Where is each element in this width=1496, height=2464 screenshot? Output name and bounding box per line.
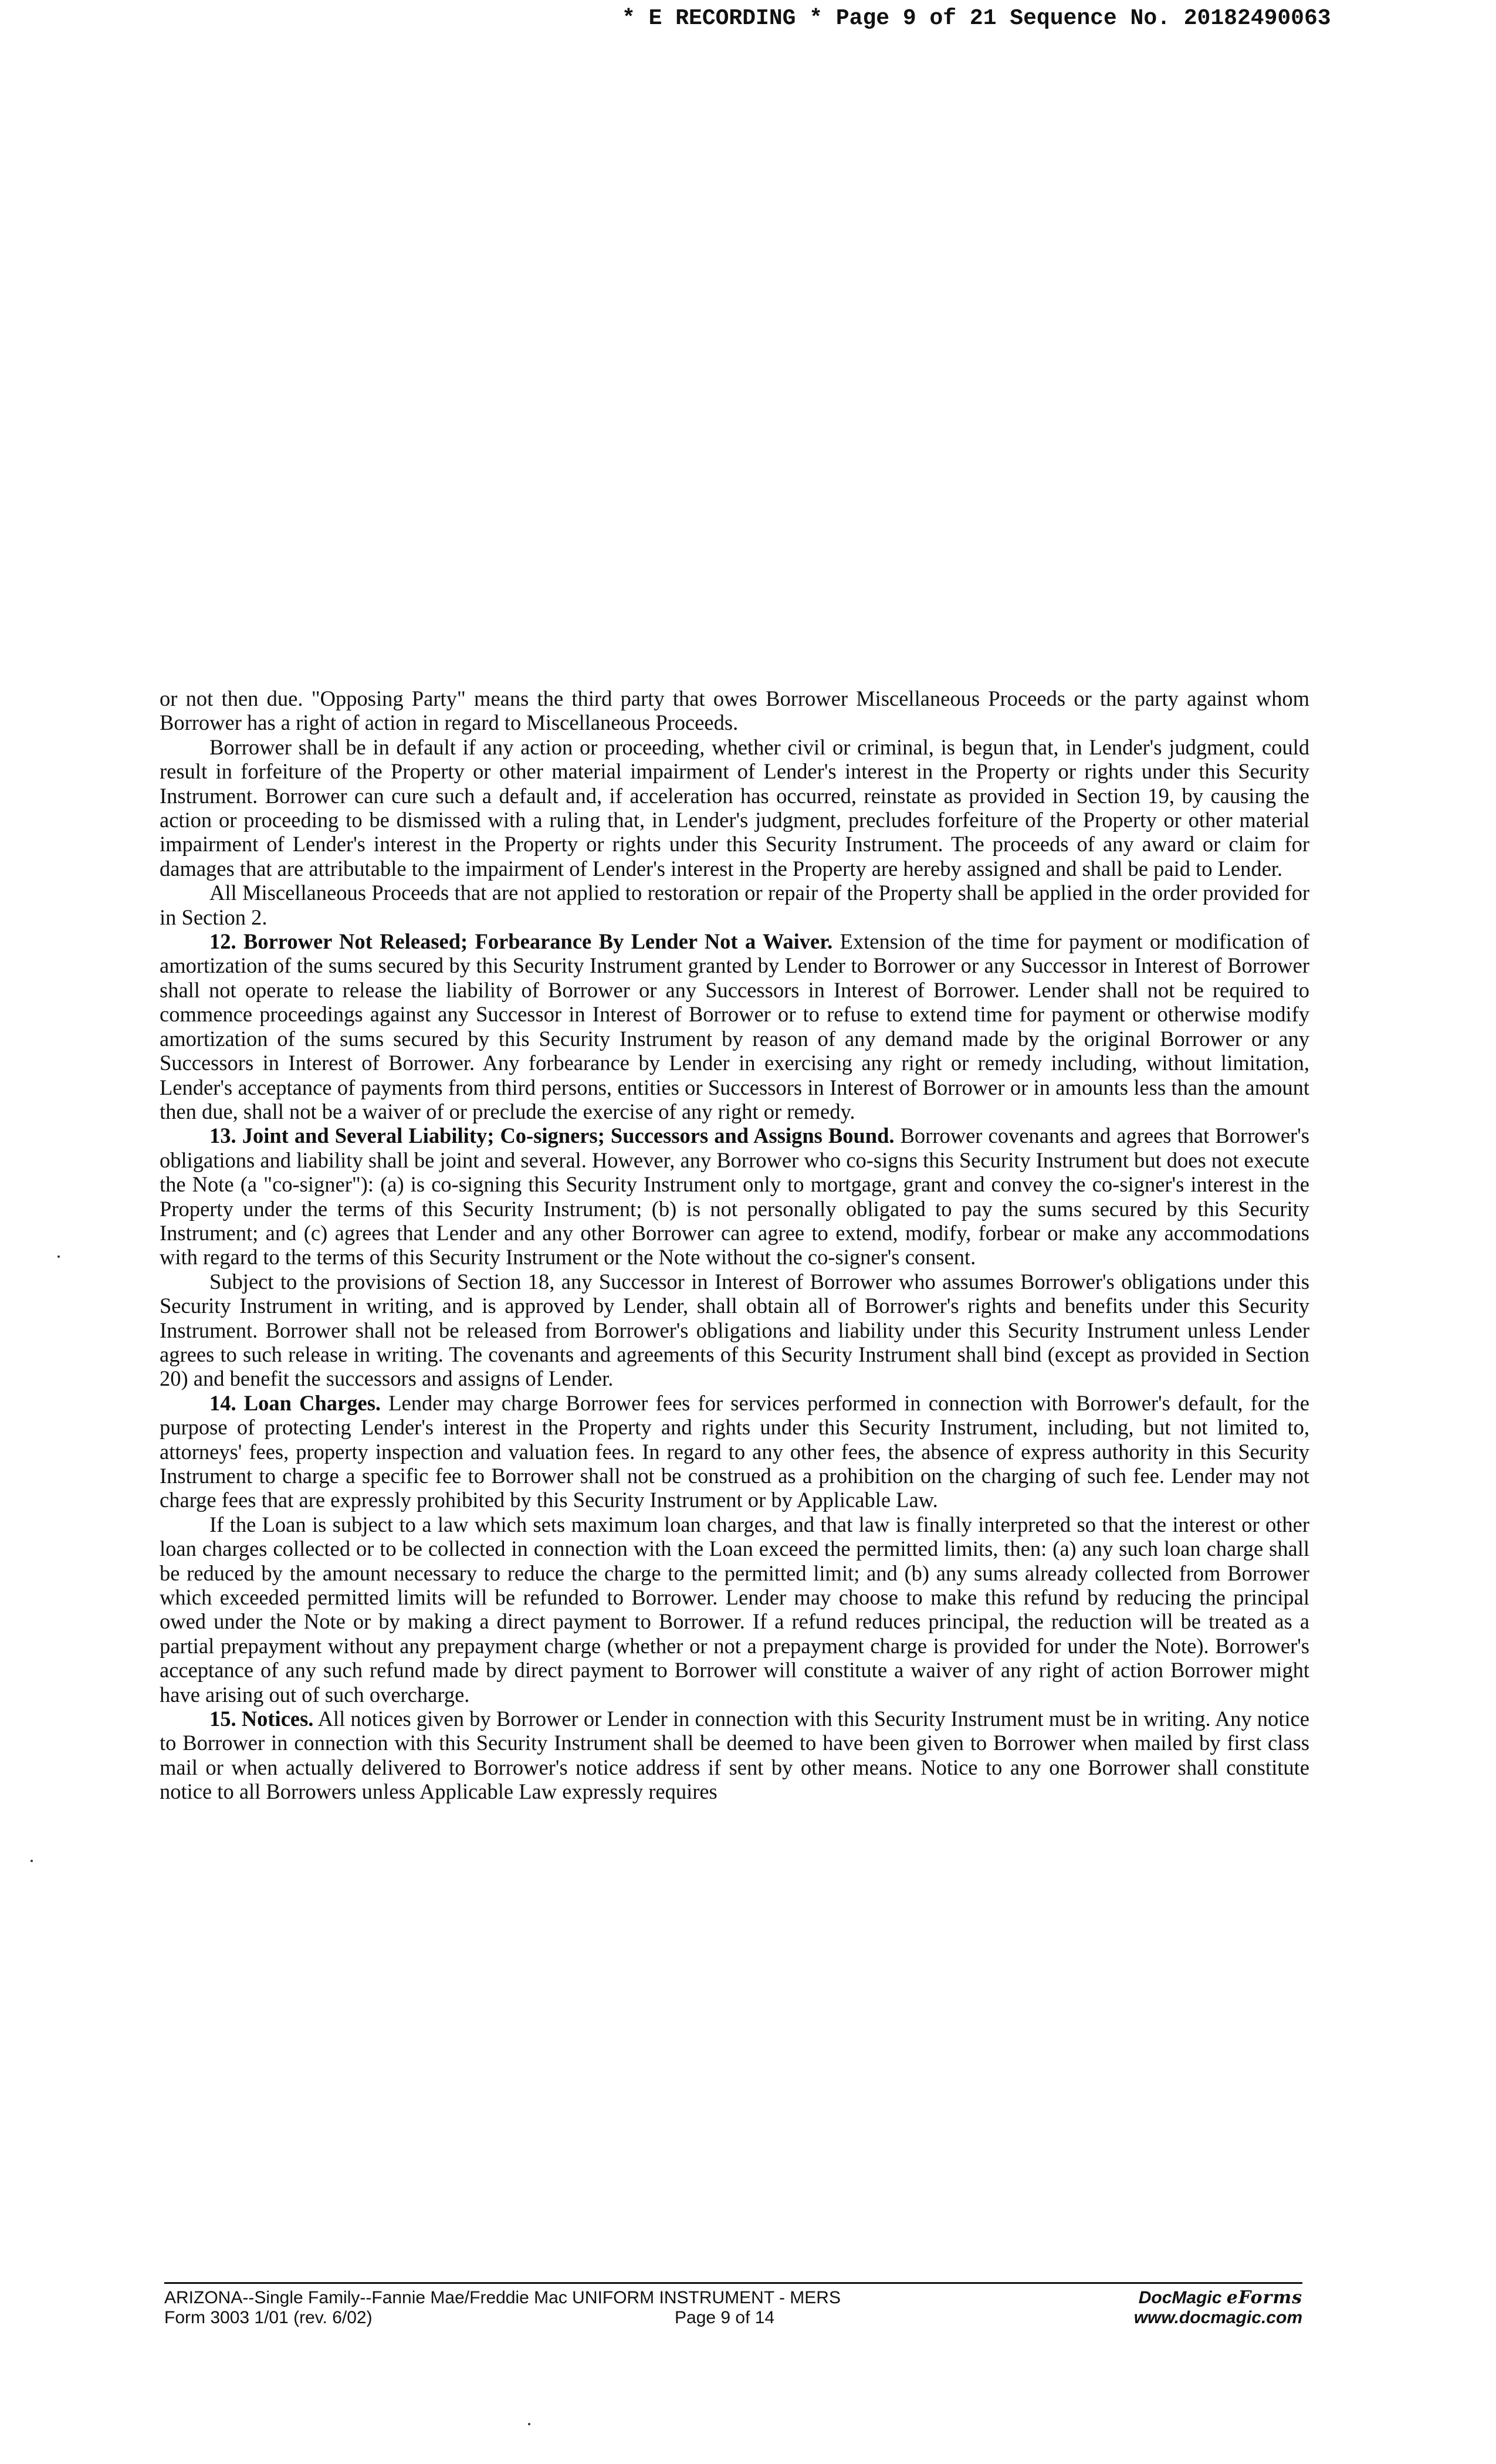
body-paragraph bbox=[160, 1512, 1309, 1707]
body-paragraph bbox=[160, 1707, 1309, 1804]
body-paragraph bbox=[160, 1270, 1309, 1391]
section-heading: 15. Notices. bbox=[209, 1707, 314, 1731]
paragraph-text: Subject to the provisions of Section 18, any Successor in Interest of Borrower who assumes Borrower's obligations under this Security Instrument in writing, and is approved by Lender, shall obtain all of Borrower's rights and benefits under this Security Instrument. Borrower shall not be released from Borrower's obligations and liability under this Security Instrument unless Lender agrees to such release in writing. The covenants and agreements of this Security Instrument shall bind (except as provided in Section 20) and benefit the successors and assigns of Lender. bbox=[160, 1269, 1309, 1391]
paragraph-text: or not then due. "Opposing Party" means the third party that owes Borrower Miscellaneous Proceeds or the party against whom Borrower has a right of action in regard to Miscellaneous Proceeds. bbox=[160, 686, 1309, 735]
scan-speck bbox=[528, 2423, 530, 2425]
recording-header: * E RECORDING * Page 9 of 21 Sequence No. 20182490063 bbox=[622, 6, 1331, 31]
document-body bbox=[160, 686, 1309, 1804]
body-paragraph bbox=[160, 1391, 1309, 1512]
paragraph-text: Lender may charge Borrower fees for services performed in connection with Borrower's default, for the purpose of protecting Lender's interest in the Property and rights under this Security Instrument, including, but not limited to, attorneys' fees, property inspection and valuation fees. In regard to any other fees, the absence of express authority in this Security Instrument to charge a specific fee to Borrower shall not be construed as a prohibition on the charging of such fee. Lender may not charge fees that are expressly prohibited by this Security Instrument or by Applicable Law. bbox=[160, 1390, 1309, 1512]
paragraph-text: Borrower covenants and agrees that Borrower's obligations and liability shall be joint and several. However, any Borrower who co-signs this Security Instrument but does not execute the Note (a "co-signer"): (a) is co-signing this Security Instrument only to mortgage, grant and convey the co-signer's interest in the Property under the terms of this Security Instrument; (b) is not personally obligated to pay the sums secured by this Security Instrument; and (c) agrees that Lender and any other Borrower can agree to extend, modify, forbear or make any accommodations with regard to the terms of this Security Instrument or the Note without the co-signer's consent. bbox=[160, 1123, 1309, 1270]
paragraph-text: Extension of the time for payment or modification of amortization of the sums secured by this Security Instrument granted by Lender to Borrower or any Successor in Interest of Borrower shall not operate to release the liability of Borrower or any Successors in Interest of Borrower. Lender shall not be required to commence proceedings against any Successor in Interest of Borrower or to refuse to extend time for payment or otherwise modify amortization of the sums secured by this Security Instrument by reason of any demand made by the original Borrower or any Successors in Interest of Borrower. Any forbearance by Lender in exercising any right or remedy including, without limitation, Lender's acceptance of payments from third persons, entities or Successors in Interest of Borrower or in amounts less than the amount then due, shall not be a waiver of or preclude the exercise of any right or remedy. bbox=[160, 929, 1309, 1123]
body-paragraph bbox=[160, 929, 1309, 1123]
eforms-logo-text: eForms bbox=[1226, 2287, 1302, 2308]
footer-form-title: ARIZONA--Single Family--Fannie Mae/Freddie Mac UNIFORM INSTRUMENT - MERS bbox=[164, 2288, 841, 2307]
footer-page-number: Page 9 of 14 bbox=[675, 2308, 775, 2327]
footer-website: www.docmagic.com bbox=[1133, 2308, 1302, 2327]
paragraph-text: All notices given by Borrower or Lender in connection with this Security Instrument must be in writing. Any notice to Borrower in connection with this Security Instrument shall be deemed to have been given to Borrower when mailed by first class mail or when actually delivered to Borrower's notice address if sent by other means. Notice to any one Borrower shall constitute notice to all Borrowers unless Applicable Law expressly requires bbox=[160, 1707, 1309, 1804]
footer-rule bbox=[164, 2282, 1302, 2284]
scan-speck bbox=[57, 1255, 60, 1258]
page-footer bbox=[164, 2282, 1308, 2329]
footer-form-number: Form 3003 1/01 (rev. 6/02) bbox=[164, 2308, 373, 2327]
scan-speck bbox=[31, 1860, 33, 1862]
footer-brand bbox=[1115, 2288, 1302, 2328]
docmagic-logo-text: DocMagic bbox=[1138, 2288, 1222, 2307]
paragraph-text: Borrower shall be in default if any action or proceeding, whether civil or criminal, is begun that, in Lender's judgment, could result in forfeiture of the Property or other material impairment of Lender's interest in the Property or rights under this Security Instrument. Borrower can cure such a default and, if acceleration has occurred, reinstate as provided in Section 19, by causing the action or proceeding to be dismissed with a ruling that, in Lender's judgment, precludes forfeiture of the Property or other material impairment of Lender's interest in the Property or rights under this Security Instrument. The proceeds of any award or claim for damages that are attributable to the impairment of Lender's interest in the Property are hereby assigned and shall be paid to Lender. bbox=[160, 735, 1309, 881]
paragraph-text: If the Loan is subject to a law which sets maximum loan charges, and that law is finally interpreted so that the interest or other loan charges collected or to be collected in connection with the Loan exceed the permitted limits, then: (a) any such loan charge shall be reduced by the amount necessary to reduce the charge to the permitted limit; and (b) any sums already collected from Borrower which exceeded permitted limits will be refunded to Borrower. Lender may choose to make this refund by reducing the principal owed under the Note or by making a direct payment to Borrower. If a refund reduces principal, the reduction will be treated as a partial prepayment without any prepayment charge (whether or not a prepayment charge is provided for under the Note). Borrower's acceptance of any such refund made by direct payment to Borrower will constitute a waiver of any right of action Borrower might have arising out of such overcharge. bbox=[160, 1512, 1309, 1707]
body-paragraph bbox=[160, 686, 1309, 735]
body-paragraph bbox=[160, 881, 1309, 929]
section-heading: 12. Borrower Not Released; Forbearance By Lender Not a Waiver. bbox=[209, 929, 833, 954]
paragraph-text: All Miscellaneous Proceeds that are not applied to restoration or repair of the Property shall be applied in the order provided for in Section 2. bbox=[160, 881, 1309, 929]
section-heading: 14. Loan Charges. bbox=[209, 1390, 381, 1415]
section-heading: 13. Joint and Several Liability; Co-signers; Successors and Assigns Bound. bbox=[209, 1123, 895, 1148]
body-paragraph bbox=[160, 1123, 1309, 1269]
body-paragraph bbox=[160, 735, 1309, 881]
